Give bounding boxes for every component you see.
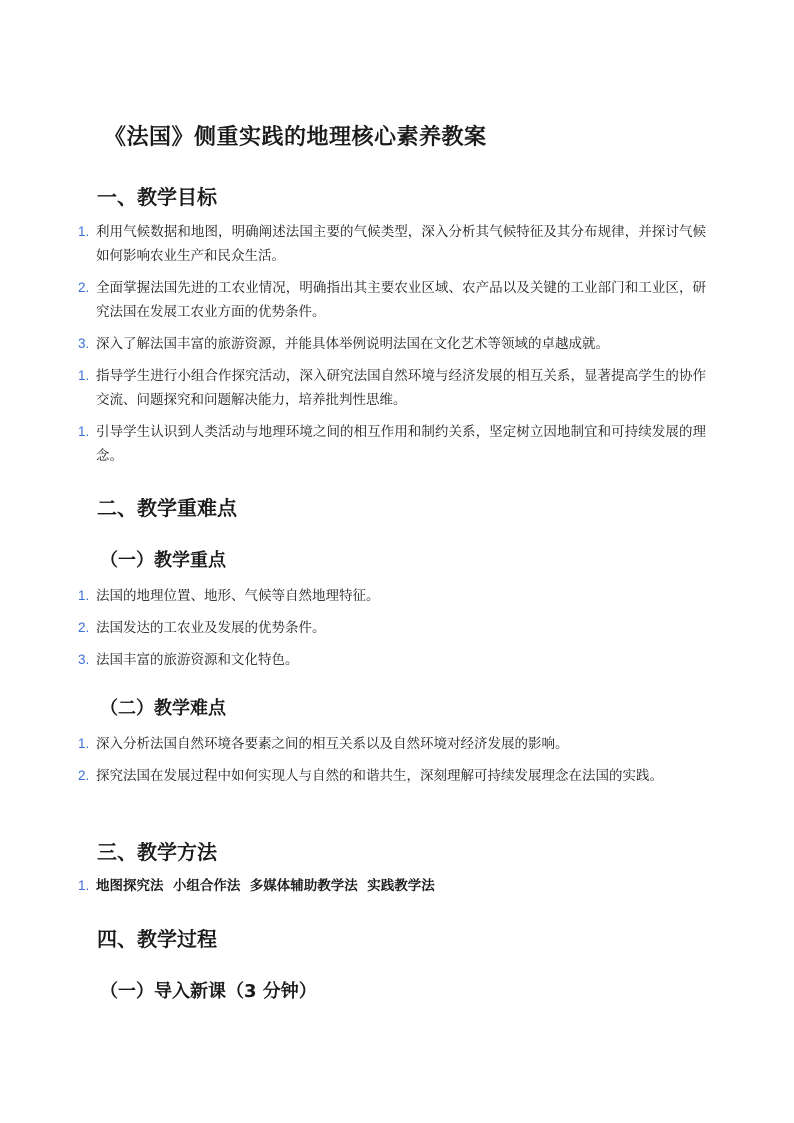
list-item-text: 深入了解法国丰富的旅游资源，并能具体举例说明法国在文化艺术等领域的卓越成就。 [96, 336, 609, 352]
list-item-text: 探究法国在发展过程中如何实现人与自然的和谐共生，深刻理解可持续发展理念在法国的实践。 [96, 768, 663, 784]
document-title: 《法国》侧重实践的地理核心素养教案 [104, 125, 487, 150]
subsection-heading-difficult-points: （二）教学难点 [100, 698, 226, 719]
list-item-text: 指导学生进行小组合作探究活动，深入研究法国自然环境与经济发展的相互关系，显著提高学生的协作交流、问题探究和问题解决能力，培养批判性思维。 [96, 368, 706, 408]
list-number: 1. [78, 368, 90, 383]
list-item-text: 法国发达的工农业及发展的优势条件。 [96, 620, 326, 636]
section-heading-objectives: 一、教学目标 [97, 185, 217, 209]
section-heading-key-difficult: 二、教学重难点 [97, 496, 237, 520]
list-item-text: 深入分析法国自然环境各要素之间的相互关系以及自然环境对经济发展的影响。 [96, 736, 569, 752]
list-item-text: 法国丰富的旅游资源和文化特色。 [96, 652, 299, 668]
list-item-text: 引导学生认识到人类活动与地理环境之间的相互作用和制约关系，坚定树立因地制宜和可持续发展的理念。 [96, 424, 706, 464]
list-number: 1. [78, 588, 90, 603]
section-heading-process: 四、教学过程 [97, 927, 217, 951]
list-number: 1. [78, 878, 90, 893]
list-item-text: 全面掌握法国先进的工农业情况，明确指出其主要农业区域、农产品以及关键的工业部门和工业区，研究法国在发展工农业方面的优势条件。 [96, 280, 706, 320]
list-number: 3. [78, 336, 90, 351]
list-item-text: 法国的地理位置、地形、气候等自然地理特征。 [96, 588, 380, 604]
subsection-heading-key-points: （一）教学重点 [100, 550, 226, 571]
list-number: 2. [78, 280, 90, 295]
list-number: 1. [78, 736, 90, 751]
list-number: 2. [78, 768, 90, 783]
list-number: 1. [78, 224, 90, 239]
section-heading-methods: 三、教学方法 [97, 840, 217, 864]
list-item-text: 地图探究法 小组合作法 多媒体辅助教学法 实践教学法 [96, 878, 435, 894]
list-number: 3. [78, 652, 90, 667]
subsection-heading-intro: （一）导入新课（3 分钟） [100, 981, 317, 1002]
list-item-text: 利用气候数据和地图，明确阐述法国主要的气候类型，深入分析其气候特征及其分布规律，并探讨气候如何影响农业生产和民众生活。 [96, 224, 706, 264]
list-number: 2. [78, 620, 90, 635]
list-number: 1. [78, 424, 90, 439]
